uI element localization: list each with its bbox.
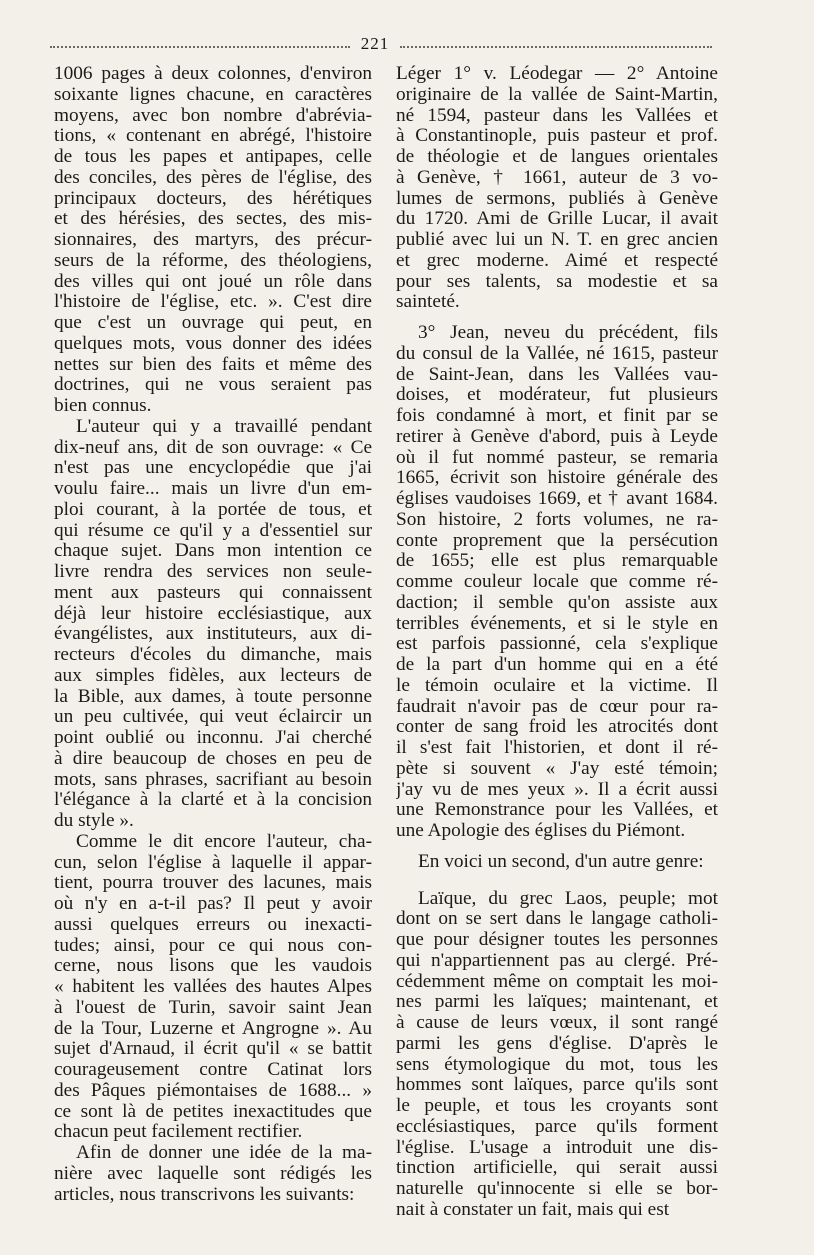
text-line: principaux docteurs, des hérétiques <box>54 188 372 209</box>
text-line: que pour désigner toutes les personnes <box>396 930 718 950</box>
text-line: l'histoire de l'église, etc. ». C'est dire <box>54 292 372 313</box>
text-line: voulu faire... mais un livre d'un em- <box>54 479 372 499</box>
text-line: 1006 pages à deux colonnes, d'environ <box>54 64 372 84</box>
entry-laique <box>396 889 718 1221</box>
text-line: nière avec laquelle sont rédigés les <box>54 1163 372 1184</box>
right-column <box>396 64 718 1221</box>
paragraph <box>396 852 718 873</box>
text-line: aussi quelques erreurs ou inexacti- <box>54 914 372 935</box>
text-line: du style ». <box>54 811 134 831</box>
text-line: recteurs d'écoles du dimanche, mais <box>54 645 372 665</box>
text-line: sionnaires, des martyrs, des précur- <box>54 230 372 250</box>
text-line: nait à constater un fait, mais qui est <box>396 1199 670 1220</box>
text-line: moyens, avec bon nombre d'abrévia- <box>54 105 372 126</box>
text-line: retirer à Genève d'abord, puis à Leyde <box>396 426 718 447</box>
text-line: tudes; ainsi, pour ce qui nous con- <box>54 935 372 956</box>
text-line: évangélistes, aux instituteurs, aux di- <box>54 624 372 645</box>
text-line: pète si souvent « J'ay esté témoin; <box>396 758 718 779</box>
text-line: à Constantinople, puis pasteur et prof. <box>396 126 718 147</box>
text-line: de théologie et de langues orientales <box>396 147 718 167</box>
text-line: ment aux pasteurs qui connaissent <box>54 582 372 603</box>
text-line: le témoin oculaire et la victime. Il <box>396 675 718 696</box>
paragraph <box>54 1143 372 1205</box>
text-line: comme couleur locale que comme ré- <box>396 572 718 592</box>
text-line: Comme le dit encore l'auteur, cha- <box>76 831 372 852</box>
text-line: nes parmi les laïques; maintenant, et <box>396 992 718 1013</box>
paragraph-gap <box>396 873 718 889</box>
text-line: des villes qui ont joué un rôle dans <box>54 271 372 292</box>
text-line: où n'y en a-t-il pas? Il peut y avoir <box>54 894 372 914</box>
text-line: Laïque, du grec Laos, peuple; mot <box>418 888 718 909</box>
text-line: des conciles, des pères de l'église, des <box>54 167 372 188</box>
text-line: du consul de la Vallée, né 1615, pasteur <box>396 343 718 364</box>
text-line: courageusement contre Catinat lors <box>54 1060 372 1080</box>
text-line: daction; il semble qu'on assiste aux <box>396 592 718 613</box>
text-line: Léger 1° v. Léodegar — 2° Antoine <box>396 64 718 84</box>
text-line: cun, selon l'église à laquelle il appar- <box>54 852 372 873</box>
text-line: né 1594, pasteur dans les Vallées et <box>396 105 718 126</box>
text-line: naturelle qu'innocente si elle se bor- <box>396 1179 718 1199</box>
text-line: et grec moderne. Aimé et respecté <box>396 250 718 271</box>
text-line: conte proprement que la persécution <box>396 530 718 551</box>
text-line: sujet d'Arnaud, il écrit qu'il « se battit <box>54 1039 372 1060</box>
text-line: livre rendra des services non seule- <box>54 562 372 582</box>
text-line: 3° Jean, neveu du précédent, fils <box>418 323 718 343</box>
text-line: cerne, nous lisons que les vaudois <box>54 956 372 977</box>
text-line: chaque sujet. Dans mon intention ce <box>54 541 372 562</box>
paragraph <box>54 417 372 832</box>
text-line: une Apologie des églises du Piémont. <box>396 821 686 841</box>
text-line: En voici un second, d'un autre genre: <box>418 851 704 872</box>
text-line: de tous les papes et antipapes, celle <box>54 147 372 167</box>
text-line: et des hérésies, des sectes, des mis- <box>54 209 372 230</box>
text-line: doises, et modérateur, fut plusieurs <box>396 385 718 406</box>
text-line: que c'est un ouvrage qui peut, en <box>54 313 372 333</box>
text-line: conter de sang froid les atrocités dont <box>396 717 718 738</box>
text-line: du 1720. Ami de Grille Lucar, il avait <box>396 209 718 230</box>
text-line: dont on se sert dans le langage catholi- <box>396 909 718 930</box>
text-line: L'auteur qui y a travaillé pendant <box>76 416 372 437</box>
text-line: qui n'appartiennent pas au clergé. Pré- <box>396 950 718 971</box>
text-line: ce sont là de petites inexactitudes que <box>54 1101 372 1122</box>
text-line: parmi les gens d'église. D'après le <box>396 1033 718 1054</box>
text-line: seurs de la réforme, des théologiens, <box>54 250 372 271</box>
entry-leger-antoine <box>396 64 718 313</box>
text-line: cédemment même on comptait les moi- <box>396 971 718 992</box>
text-line: j'ay vu de mes yeux ». Il a écrit aussi <box>396 779 718 800</box>
text-line: de la part d'un homme qui en a été <box>396 655 718 675</box>
text-line: 1665, écrivit son histoire générale des <box>396 468 718 489</box>
text-line: tions, « contenant en abrégé, l'histoire <box>54 126 372 147</box>
text-line: à cause de leurs vœux, il sont rangé <box>396 1013 718 1033</box>
text-line: l'élégance à la clarté et à la concision <box>54 790 372 811</box>
text-line: il s'est fait l'historien, et dont il ré- <box>396 738 718 758</box>
text-line: est parfois passionné, cela s'explique <box>396 634 718 655</box>
text-line: ploi courant, à la portée de tous, et <box>54 499 372 520</box>
text-line: bien connus. <box>54 396 152 416</box>
text-line: où il fut nommé pasteur, se remaria <box>396 447 718 468</box>
text-line: de Saint-Jean, dans les Vallées vau- <box>396 364 718 385</box>
text-line: des Pâques piémontaises de 1688... » <box>54 1080 372 1101</box>
header-rule-left <box>50 46 350 48</box>
text-line: le peuple, et tous les croyants sont <box>396 1096 718 1116</box>
entry-leger-jean <box>396 323 718 842</box>
text-line: doctrines, qui ne vous seraient pas <box>54 375 372 396</box>
text-line: à Genève, † 1661, auteur de 3 vo- <box>396 167 718 188</box>
text-line: la Bible, aux dames, à toute personne <box>54 686 372 707</box>
text-line: quelques mots, vous donner des idées <box>54 333 372 354</box>
header-rule-right <box>400 46 712 48</box>
text-line: chacun peut facilement rectifier. <box>54 1122 303 1143</box>
text-line: terribles événements, et si le style en <box>396 613 718 634</box>
text-line: Son histoire, 2 forts volumes, ne ra- <box>396 509 718 530</box>
paragraph-gap <box>396 313 718 323</box>
text-line: sens étymologique du mot, tous les <box>396 1054 718 1075</box>
text-line: articles, nous transcrivons les suivants: <box>54 1184 355 1205</box>
text-line: une Remonstrance pour les Vallées, et <box>396 800 718 821</box>
text-line: à l'ouest de Turin, savoir saint Jean <box>54 997 372 1018</box>
left-column <box>54 64 372 1205</box>
text-line: fois condamné à mort, et finit par se <box>396 406 718 426</box>
text-line: faudrait n'avoir pas de cœur pour ra- <box>396 696 718 717</box>
text-line: pour ses talents, sa modestie et sa <box>396 271 718 292</box>
text-line: qui résume ce qu'il y a d'essentiel sur <box>54 520 372 541</box>
text-line: de 1655; elle est plus remarquable <box>396 551 718 572</box>
paragraph-gap <box>396 842 718 852</box>
text-line: tient, pourra trouver des lacunes, mais <box>54 873 372 894</box>
text-line: églises vaudoises 1669, et † avant 1684. <box>396 489 718 509</box>
paragraph <box>54 64 372 417</box>
text-line: à dire beaucoup de choses en peu de <box>54 748 372 769</box>
text-line: un peu cultivée, qui veut éclaircir un <box>54 707 372 728</box>
text-line: soixante lignes chacune, en caractères <box>54 84 372 105</box>
text-line: tinction artificielle, qui serait aussi <box>396 1158 718 1179</box>
text-line: publié avec lui un N. T. en grec ancien <box>396 230 718 250</box>
text-line: déjà leur histoire ecclésiastique, aux <box>54 603 372 624</box>
text-line: de la Tour, Luzerne et Angrogne ». Au <box>54 1018 372 1039</box>
text-line: n'est pas une encyclopédie que j'ai <box>54 458 372 479</box>
text-line: lumes de sermons, publiés à Genève <box>396 188 718 209</box>
text-line: ecclésiastiques, parce qu'ils forment <box>396 1116 718 1137</box>
text-line: Afin de donner une idée de la ma- <box>76 1143 372 1163</box>
text-line: mots, sans phrases, sacrifiant au besoin <box>54 769 372 790</box>
text-line: nettes sur bien des faits et même des <box>54 354 372 375</box>
page-header <box>50 26 712 62</box>
text-line: dix-neuf ans, dit de son ouvrage: « Ce <box>54 437 372 458</box>
text-line: originaire de la vallée de Saint-Martin, <box>396 84 718 105</box>
text-line: sainteté. <box>396 292 460 313</box>
text-line: aux simples fidèles, aux lecteurs de <box>54 665 372 686</box>
text-line: point oublié ou inconnu. J'ai cherché <box>54 728 372 748</box>
text-line: hommes sont laïques, parce qu'ils sont <box>396 1075 718 1096</box>
paragraph <box>54 832 372 1143</box>
text-line: l'église. L'usage a introduit une dis- <box>396 1137 718 1158</box>
text-line: « habitent les vallées des hautes Alpes <box>54 977 372 997</box>
page-number: 221 <box>360 34 390 53</box>
